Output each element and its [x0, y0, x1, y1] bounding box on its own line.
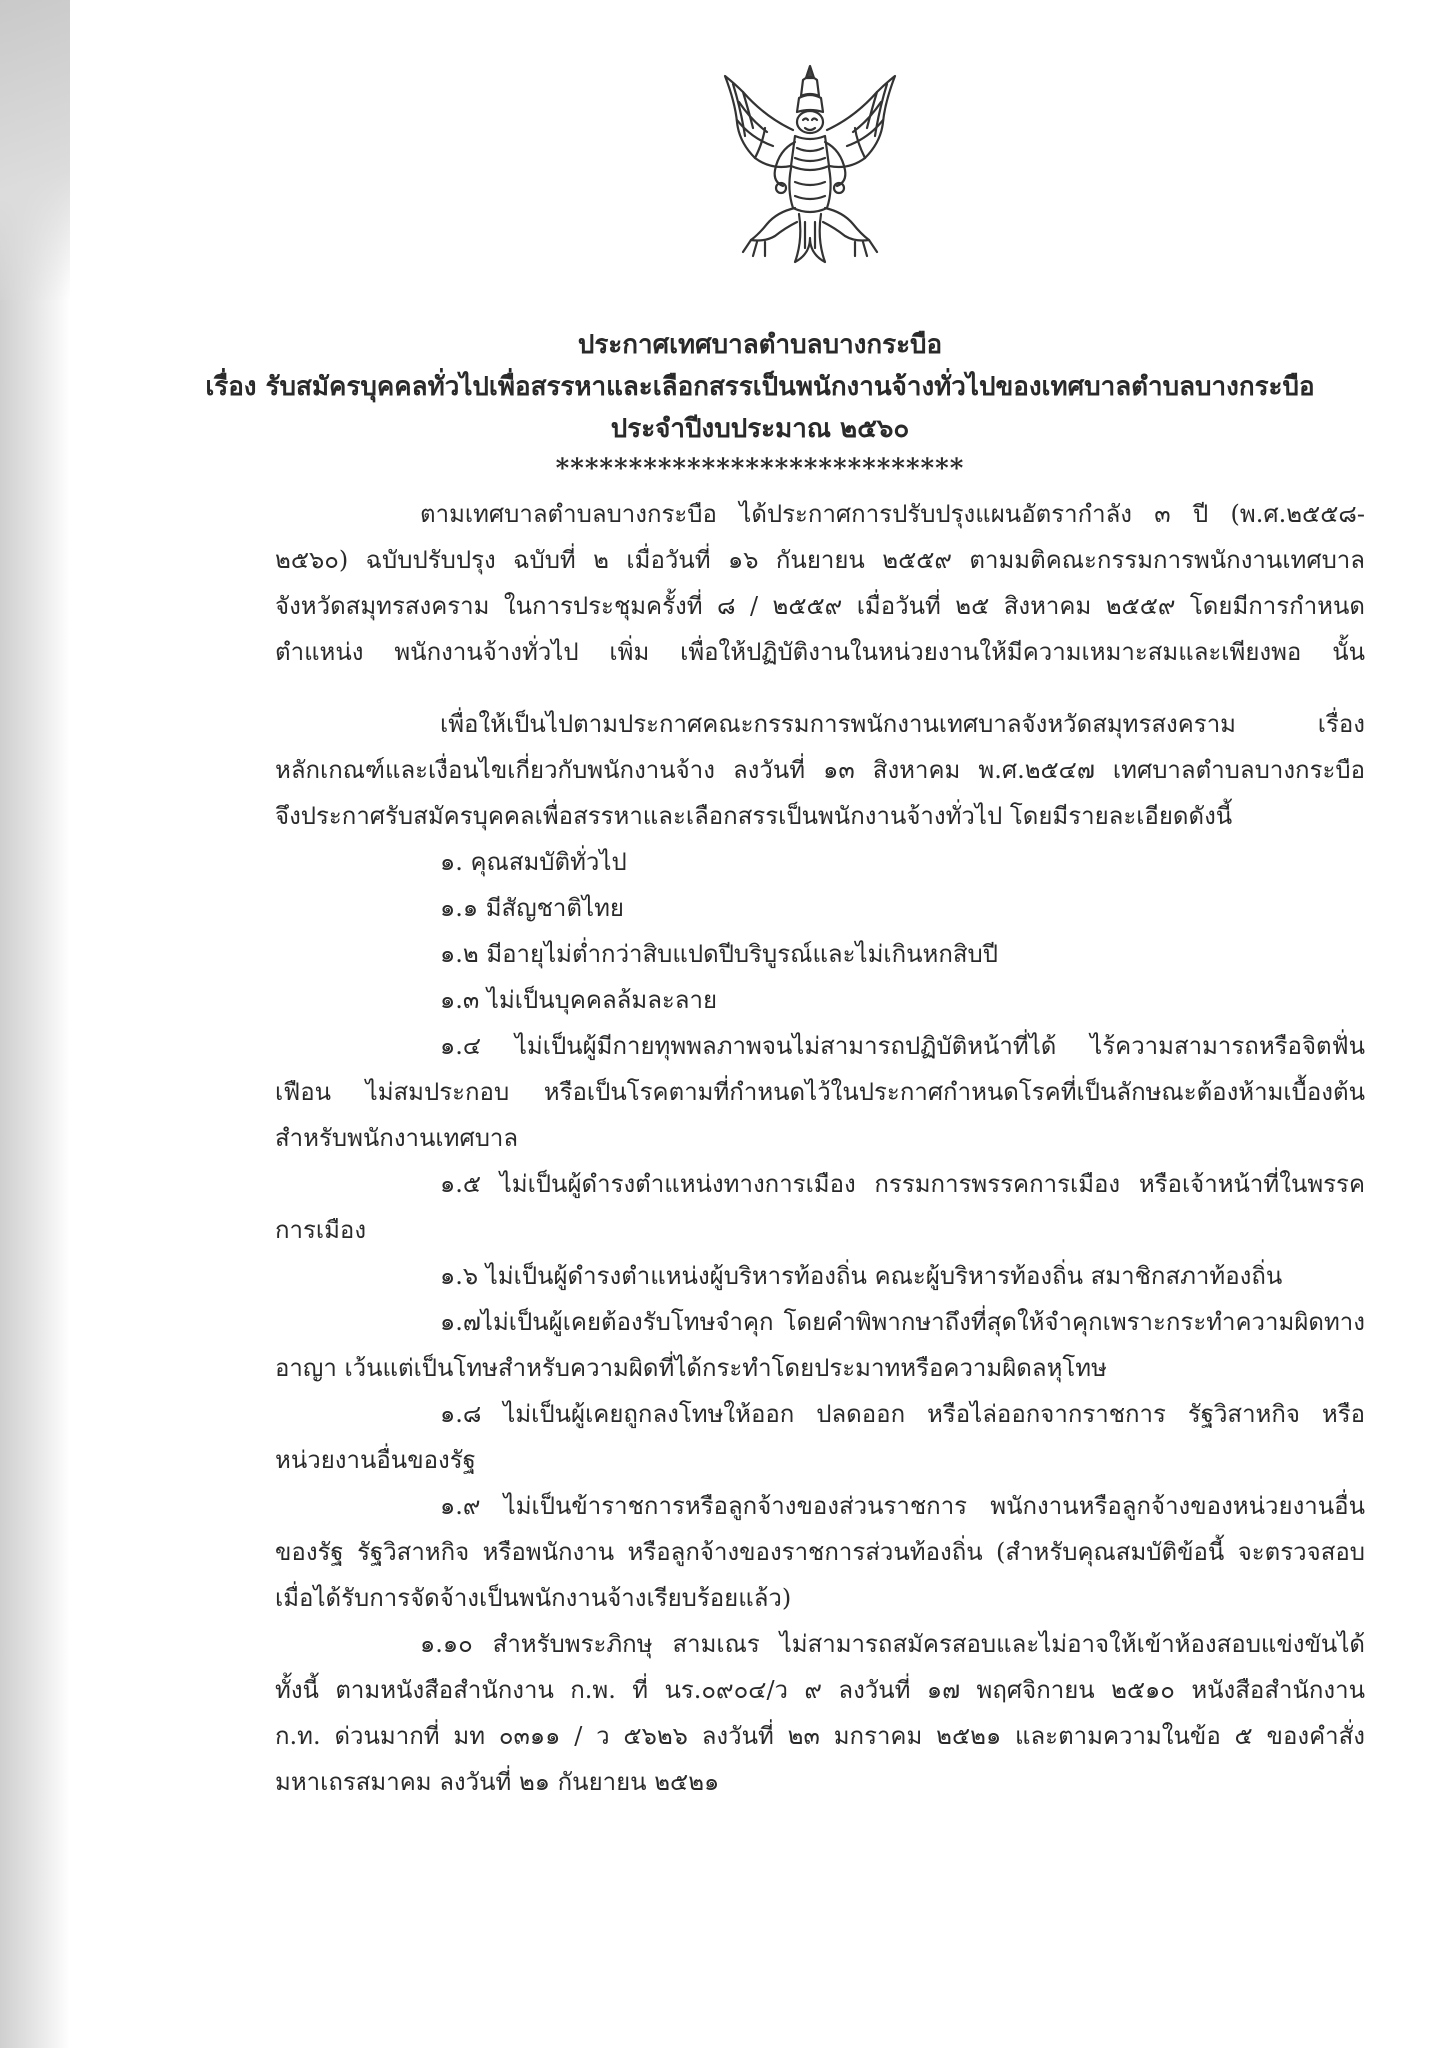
- body-line: ตามเทศบาลตำบลบางกระบือ ได้ประกาศการปรับปรุงแผนอัตรากำลัง ๓ ปี (พ.ศ.๒๕๕๘-: [420, 500, 1365, 528]
- list-item-continued: หน่วยงานอื่นของรัฐ: [275, 1446, 476, 1474]
- list-item-continued: มหาเถรสมาคม ลงวันที่ ๒๑ กันยายน ๒๕๒๑: [275, 1768, 720, 1796]
- list-item: ๑.๑๐ สำหรับพระภิกษุ สามเณร ไม่สามารถสมัครสอบและไม่อาจให้เข้าห้องสอบแข่งขันได้: [420, 1630, 1365, 1658]
- section-heading: ๑. คุณสมบัติทั่วไป: [440, 848, 627, 876]
- list-item: ๑.๒ มีอายุไม่ต่ำกว่าสิบแปดปีบริบูรณ์และไม่เกินหกสิบปี: [440, 940, 999, 968]
- announcement-fiscal-year: ประจำปีงบประมาณ ๒๕๖๐: [610, 414, 910, 444]
- body-line: จึงประกาศรับสมัครบุคคลเพื่อสรรหาและเลือกสรรเป็นพนักงานจ้างทั่วไป โดยมีรายละเอียดดังนี้: [275, 802, 1233, 830]
- list-item: ๑.๖ ไม่เป็นผู้ดำรงตำแหน่งผู้บริหารท้องถิ่น คณะผู้บริหารท้องถิ่น สมาชิกสภาท้องถิ่น: [440, 1262, 1283, 1290]
- list-item-continued: เฟือน ไม่สมประกอบ หรือเป็นโรคตามที่กำหนดไว้ในประกาศกำหนดโรคที่เป็นลักษณะต้องห้ามเบื้องต้น: [275, 1078, 1365, 1106]
- list-item-continued: ทั้งนี้ ตามหนังสือสำนักงาน ก.พ. ที่ นร.๐๙๐๔/ว ๙ ลงวันที่ ๑๗ พฤศจิกายน ๒๕๑๐ หนังสือสำนักงาน: [275, 1676, 1365, 1704]
- body-line: หลักเกณฑ์และเงื่อนไขเกี่ยวกับพนักงานจ้าง ลงวันที่ ๑๓ สิงหาคม พ.ศ.๒๕๔๗ เทศบาลตำบลบางกระบือ: [275, 756, 1365, 784]
- body-line: จังหวัดสมุทรสงคราม ในการประชุมครั้งที่ ๘ / ๒๕๕๙ เมื่อวันที่ ๒๕ สิงหาคม ๒๕๕๙ โดยมีการกำหนด: [275, 592, 1365, 620]
- list-item-continued: สำหรับพนักงานเทศบาล: [275, 1124, 519, 1152]
- body-line: ตำแหน่ง พนักงานจ้างทั่วไป เพิ่ม เพื่อให้ปฏิบัติงานในหน่วยงานให้มีความเหมาะสมและเพียงพอ นั้น: [275, 638, 1365, 666]
- list-item-continued: ก.ท. ด่วนมากที่ มท ๐๓๑๑ / ว ๕๖๒๖ ลงวันที่ ๒๓ มกราคม ๒๕๒๑ และตามความในข้อ ๕ ของคำสั่ง: [275, 1722, 1365, 1750]
- body-line: ๒๕๖๐) ฉบับปรับปรุง ฉบับที่ ๒ เมื่อวันที่ ๑๖ กันยายน ๒๕๕๙ ตามมติคณะกรรมการพนักงานเทศบาล: [275, 546, 1365, 574]
- list-item-continued: เมื่อได้รับการจัดจ้างเป็นพนักงานจ้างเรียบร้อยแล้ว): [275, 1584, 792, 1612]
- list-item: ๑.๔ ไม่เป็นผู้มีกายทุพพลภาพจนไม่สามารถปฏิบัติหน้าที่ได้ ไร้ความสามารถหรือจิตฟั่น: [440, 1032, 1365, 1060]
- list-item: ๑.๓ ไม่เป็นบุคคลล้มละลาย: [440, 986, 718, 1014]
- body-line: เพื่อให้เป็นไปตามประกาศคณะกรรมการพนักงานเทศบาลจังหวัดสมุทรสงคราม เรื่อง: [440, 710, 1365, 738]
- list-item-continued: อาญา เว้นแต่เป็นโทษสำหรับความผิดที่ได้กระทำโดยประมาทหรือความผิดลหุโทษ: [275, 1354, 1107, 1382]
- list-item: ๑.๘ ไม่เป็นผู้เคยถูกลงโทษให้ออก ปลดออก หรือไล่ออกจากราชการ รัฐวิสาหกิจ หรือ: [440, 1400, 1365, 1428]
- garuda-emblem-icon: [695, 62, 925, 272]
- announcement-separator: ****************************: [555, 454, 965, 484]
- list-item: ๑.๑ มีสัญชาติไทย: [440, 894, 624, 922]
- list-item-continued: การเมือง: [275, 1216, 367, 1244]
- list-item: ๑.๙ ไม่เป็นข้าราชการหรือลูกจ้างของส่วนราชการ พนักงานหรือลูกจ้างของหน่วยงานอื่น: [440, 1492, 1365, 1520]
- announcement-subject: เรื่อง รับสมัครบุคคลทั่วไปเพื่อสรรหาและเลือกสรรเป็นพนักงานจ้างทั่วไปของเทศบาลตำบลบางกระบือ: [205, 372, 1315, 402]
- list-item: ๑.๕ ไม่เป็นผู้ดำรงตำแหน่งทางการเมือง กรรมการพรรคการเมือง หรือเจ้าหน้าที่ในพรรค: [440, 1170, 1365, 1198]
- announcement-title: ประกาศเทศบาลตำบลบางกระบือ: [577, 330, 943, 360]
- list-item: ๑.๗ไม่เป็นผู้เคยต้องรับโทษจำคุก โดยคำพิพากษาถึงที่สุดให้จำคุกเพราะกระทำความผิดทาง: [440, 1308, 1365, 1336]
- list-item-continued: ของรัฐ รัฐวิสาหกิจ หรือพนักงาน หรือลูกจ้างของราชการส่วนท้องถิ่น (สำหรับคุณสมบัติข้อนี้ จะตรวจสอบ: [275, 1538, 1365, 1566]
